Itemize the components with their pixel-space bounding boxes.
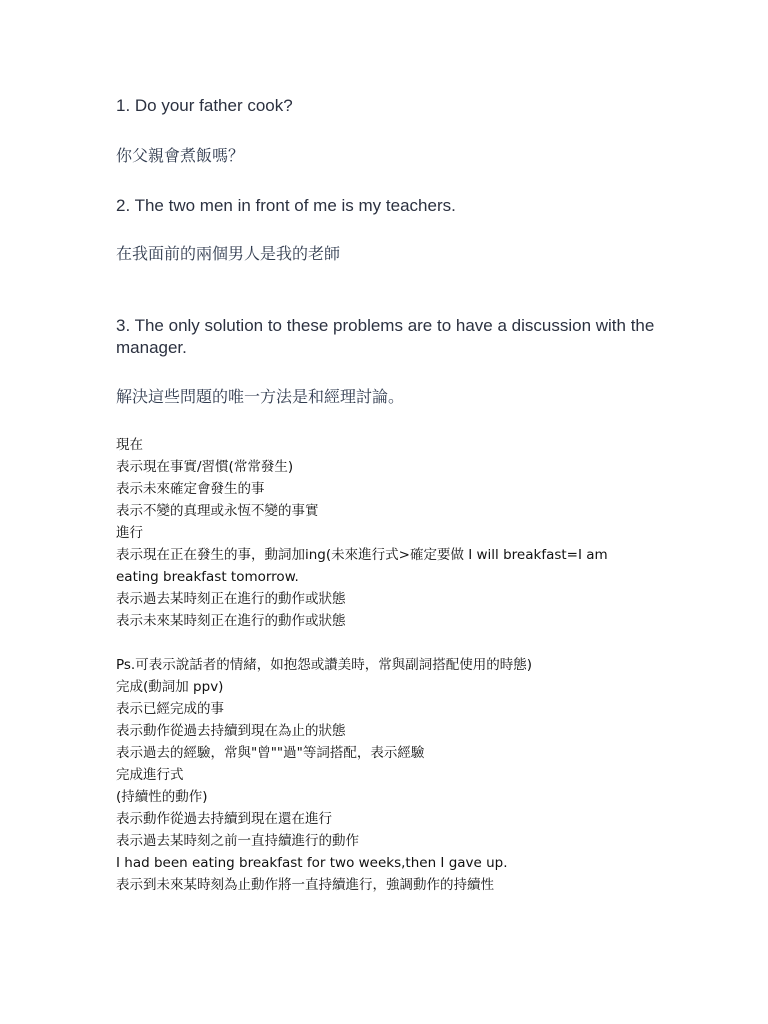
translation-1: 你父親會煮飯嗎？ — [116, 146, 245, 165]
notes-line: 現在 — [116, 437, 143, 453]
translation-3: 解決這些問題的唯一方法是和經理討論。 — [116, 387, 405, 406]
notes-line: 表示不變的真理或永恆不變的事實 — [116, 503, 319, 519]
notes-line: 表示過去某時刻正在進行的動作或狀態 — [116, 591, 346, 607]
notes-line: 表示未來確定會發生的事 — [116, 481, 265, 497]
notes-line — [116, 632, 636, 654]
notes-line: 表示已經完成的事 — [116, 701, 224, 717]
translation-2: 在我面前的兩個男人是我的老師 — [116, 244, 341, 263]
notes-line: 表示動作從過去持續到現在還在進行 — [116, 811, 332, 827]
notes-line: 完成(動詞加 ppv) — [116, 679, 224, 695]
sentence-1: 1. Do your father cook? — [116, 96, 293, 115]
notes-line: 表示過去的經驗，常與"曾""過"等詞搭配，表示經驗 — [116, 745, 425, 761]
sentence-2: 2. The two men in front of me is my teachers. — [116, 196, 456, 215]
notes-line: (持續性的動作) — [116, 789, 208, 805]
sentence-3: 3. The only solution to these problems are to have a discussion with the manager. — [116, 316, 655, 357]
grammar-notes — [116, 434, 636, 896]
notes-line: 表示到未來某時刻為止動作將一直持續進行，強調動作的持續性 — [116, 877, 494, 893]
notes-line: 表示過去某時刻之前一直持續進行的動作 — [116, 833, 359, 849]
notes-line: 表示動作從過去持續到現在為止的狀態 — [116, 723, 346, 739]
notes-line: 完成進行式 — [116, 767, 184, 783]
notes-line: Ps.可表示說話者的情緒，如抱怨或讚美時，常與副詞搭配使用的時態) — [116, 657, 532, 673]
notes-line: 表示未來某時刻正在進行的動作或狀態 — [116, 613, 346, 629]
notes-line: I had been eating breakfast for two weeks,then I gave up. — [116, 855, 508, 871]
notes-line: 表示現在正在發生的事，動詞加ing(未來進行式>確定要做 I will breakfast=I am eating breakfast tomorrow. — [116, 547, 612, 585]
notes-line: 進行 — [116, 525, 143, 541]
notes-line: 表示現在事實/習慣(常常發生) — [116, 459, 294, 475]
